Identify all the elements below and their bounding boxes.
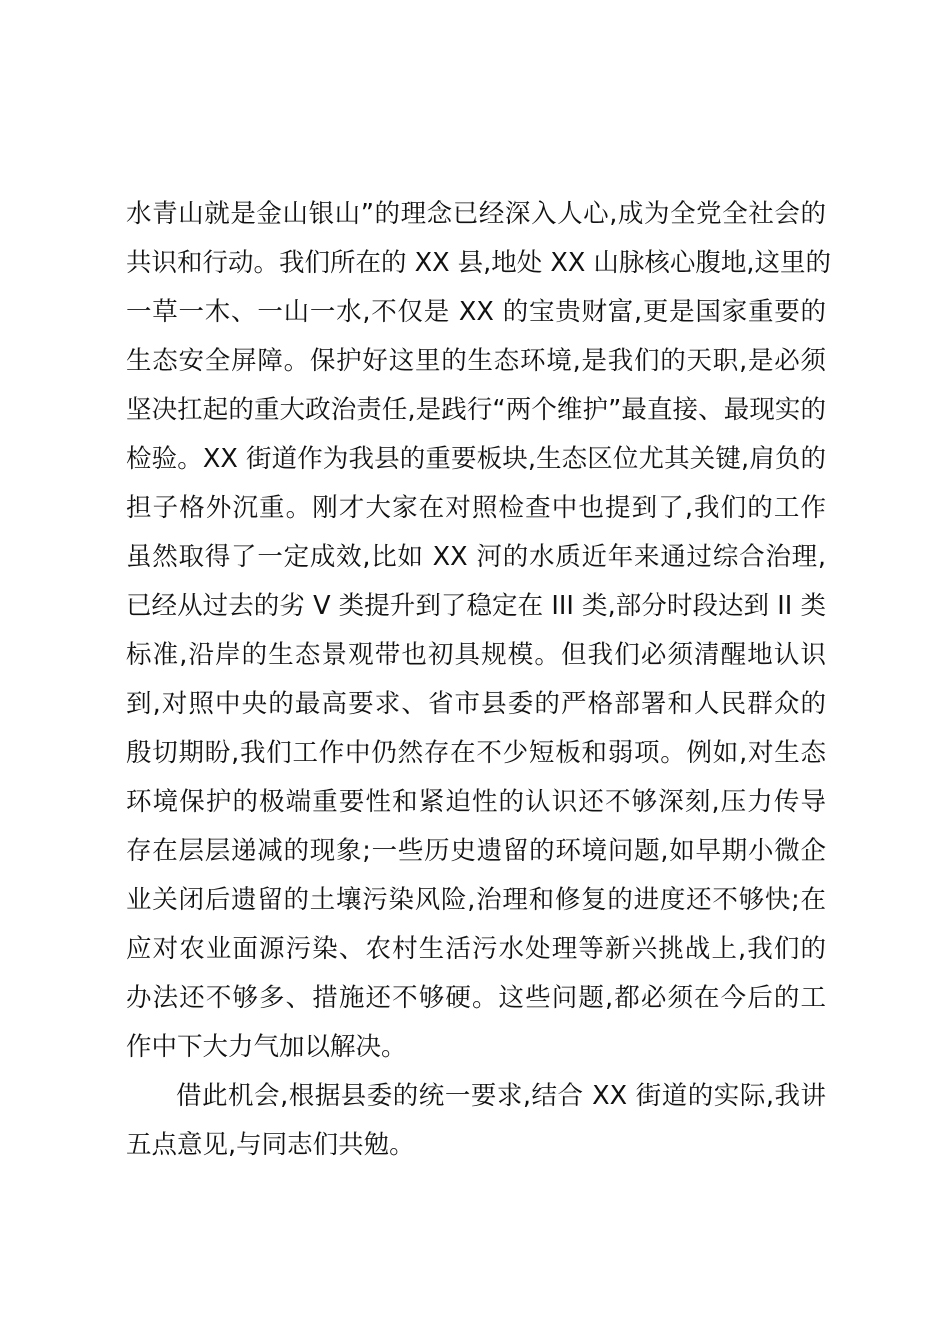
text-line: 环境保护的极端重要性和紧迫性的认识还不够深刻,压力传导	[126, 787, 826, 817]
text-line: 标准,沿岸的生态景观带也初具规模。但我们必须清醒地认识	[126, 640, 826, 670]
text-line: 坚决扛起的重大政治责任,是践行“两个维护”最直接、最现实的	[126, 395, 826, 425]
text-line: 一草一木、一山一水,不仅是 XX 的宝贵财富,更是国家重要的	[126, 297, 826, 327]
text-line: 作中下大力气加以解决。	[126, 1032, 407, 1062]
text-line: 共识和行动。我们所在的 XX 县,地处 XX 山脉核心腹地,这里的	[126, 248, 832, 278]
text-line: 到,对照中央的最高要求、省市县委的严格部署和人民群众的	[126, 689, 826, 719]
text-line: 五点意见,与同志们共勉。	[126, 1130, 415, 1160]
text-line: 业关闭后遗留的土壤污染风险,治理和修复的进度还不够快;在	[126, 885, 826, 915]
text-line: 水青山就是金山银山”的理念已经深入人心,成为全党全社会的	[126, 199, 826, 229]
text-line: 办法还不够多、措施还不够硬。这些问题,都必须在今后的工	[126, 983, 826, 1013]
paragraph-1	[126, 190, 832, 1072]
text-line: 存在层层递减的现象;一些历史遗留的环境问题,如早期小微企	[126, 836, 826, 866]
text-line: 借此机会,根据县委的统一要求,结合 XX 街道的实际,我讲	[176, 1081, 826, 1111]
document-body	[126, 190, 832, 1170]
text-line: 殷切期盼,我们工作中仍然存在不少短板和弱项。例如,对生态	[126, 738, 826, 768]
text-line: 检验。XX 街道作为我县的重要板块,生态区位尤其关键,肩负的	[126, 444, 826, 474]
text-line: 生态安全屏障。保护好这里的生态环境,是我们的天职,是必须	[126, 346, 826, 376]
text-line: 已经从过去的劣 V 类提升到了稳定在 III 类,部分时段达到 II 类	[126, 591, 826, 621]
text-line: 应对农业面源污染、农村生活污水处理等新兴挑战上,我们的	[126, 934, 826, 964]
text-line: 虽然取得了一定成效,比如 XX 河的水质近年来通过综合治理,	[126, 542, 826, 572]
text-line: 担子格外沉重。刚才大家在对照检查中也提到了,我们的工作	[126, 493, 826, 523]
paragraph-2	[126, 1072, 826, 1170]
